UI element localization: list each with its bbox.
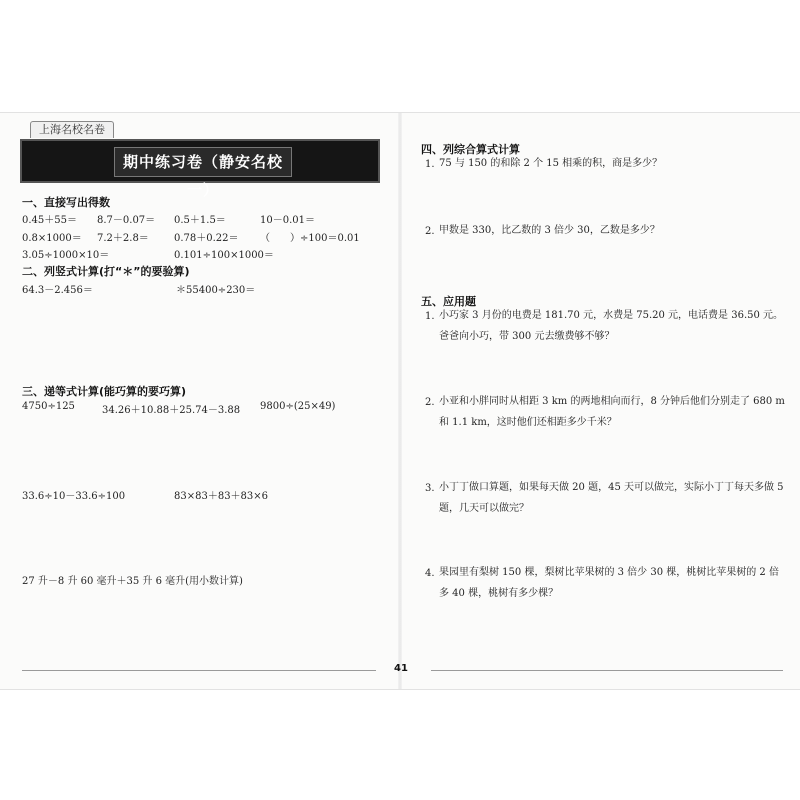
section-2-heading: 二、列竖式计算(打“＊”的要验算) — [22, 265, 190, 278]
book-gutter — [398, 113, 402, 689]
left-page — [0, 113, 397, 689]
oral-calc-item: （ ）÷100＝0.01 — [260, 233, 360, 244]
question-number: 4. — [425, 568, 435, 579]
oral-calc-item: 3.05÷1000×10＝ — [22, 250, 110, 261]
oral-calc-item: 0.78＋0.22＝ — [174, 233, 239, 244]
question-number: 2. — [425, 226, 435, 237]
oral-calc-item: 8.7－0.07＝ — [97, 215, 156, 226]
vertical-calc-item: 64.3－2.456＝ — [22, 285, 93, 296]
stepwise-calc-item: 83×83＋83＋83×6 — [174, 491, 269, 502]
stepwise-calc-item: 9800÷(25×49) — [260, 401, 336, 412]
footer-rule-left — [22, 670, 376, 671]
vertical-calc-item: ＊55400÷230＝ — [176, 285, 256, 296]
question-text: 甲数是 330，比乙数的 3 倍少 30，乙数是多少？ — [439, 225, 660, 236]
stepwise-calc-item: 4750÷125 — [22, 401, 75, 412]
book-spread — [0, 112, 800, 690]
question-text: 果园里有梨树 150 棵，梨树比苹果树的 3 倍少 30 棵，桃树比苹果树的 2 倍多 40 棵，桃树有多少棵？ — [439, 567, 779, 599]
oral-calc-item: 10－0.01＝ — [260, 215, 315, 226]
question-number: 1. — [425, 159, 435, 170]
section-5-heading: 五、应用题 — [421, 295, 476, 308]
page-number: 41 — [394, 663, 408, 674]
section-4-heading: 四、列综合算式计算 — [421, 143, 520, 156]
question-number: 3. — [425, 483, 435, 494]
series-tag: 上海名校名卷 — [30, 121, 114, 138]
question-text: 小丁丁做口算题，如果每天做 20 题，45 天可以做完，实际小丁丁每天多做 5 题，几天可以做完？ — [439, 482, 784, 514]
oral-calc-item: 0.45＋55＝ — [22, 215, 77, 226]
question-text: 小巧家 3 月份的电费是 181.70 元，水费是 75.20 元，电话费是 36.50 元。爸爸向小巧，带 300 元去缴费够不够？ — [439, 310, 784, 342]
oral-calc-item: 0.5＋1.5＝ — [174, 215, 226, 226]
stepwise-calc-item: 33.6÷10－33.6÷100 — [22, 491, 126, 502]
oral-calc-item: 7.2＋2.8＝ — [97, 233, 149, 244]
question-text: 小亚和小胖同时从相距 3 km 的两地相向而行，8 分钟后他们分别走了 680 m 和 1.1 km，这时他们还相距多少千米？ — [439, 396, 785, 428]
question-number: 1. — [425, 311, 435, 322]
section-3-heading: 三、递等式计算(能巧算的要巧算) — [22, 385, 187, 398]
page-title: 期中练习卷（静安名校一） — [114, 147, 292, 177]
right-page — [403, 113, 800, 689]
stepwise-calc-item: 27 升－8 升 60 毫升＋35 升 6 毫升(用小数计算) — [22, 576, 243, 587]
oral-calc-item: 0.101÷100×1000＝ — [174, 250, 274, 261]
footer-rule-right — [431, 670, 783, 671]
title-banner — [20, 139, 380, 199]
oral-calc-item: 0.8×1000＝ — [22, 233, 82, 244]
question-number: 2. — [425, 397, 435, 408]
stepwise-calc-item: 34.26＋10.88＋25.74－3.88 — [102, 405, 241, 416]
question-text: 75 与 150 的和除 2 个 15 相乘的积，商是多少？ — [439, 158, 663, 169]
section-1-heading: 一、直接写出得数 — [22, 196, 110, 209]
